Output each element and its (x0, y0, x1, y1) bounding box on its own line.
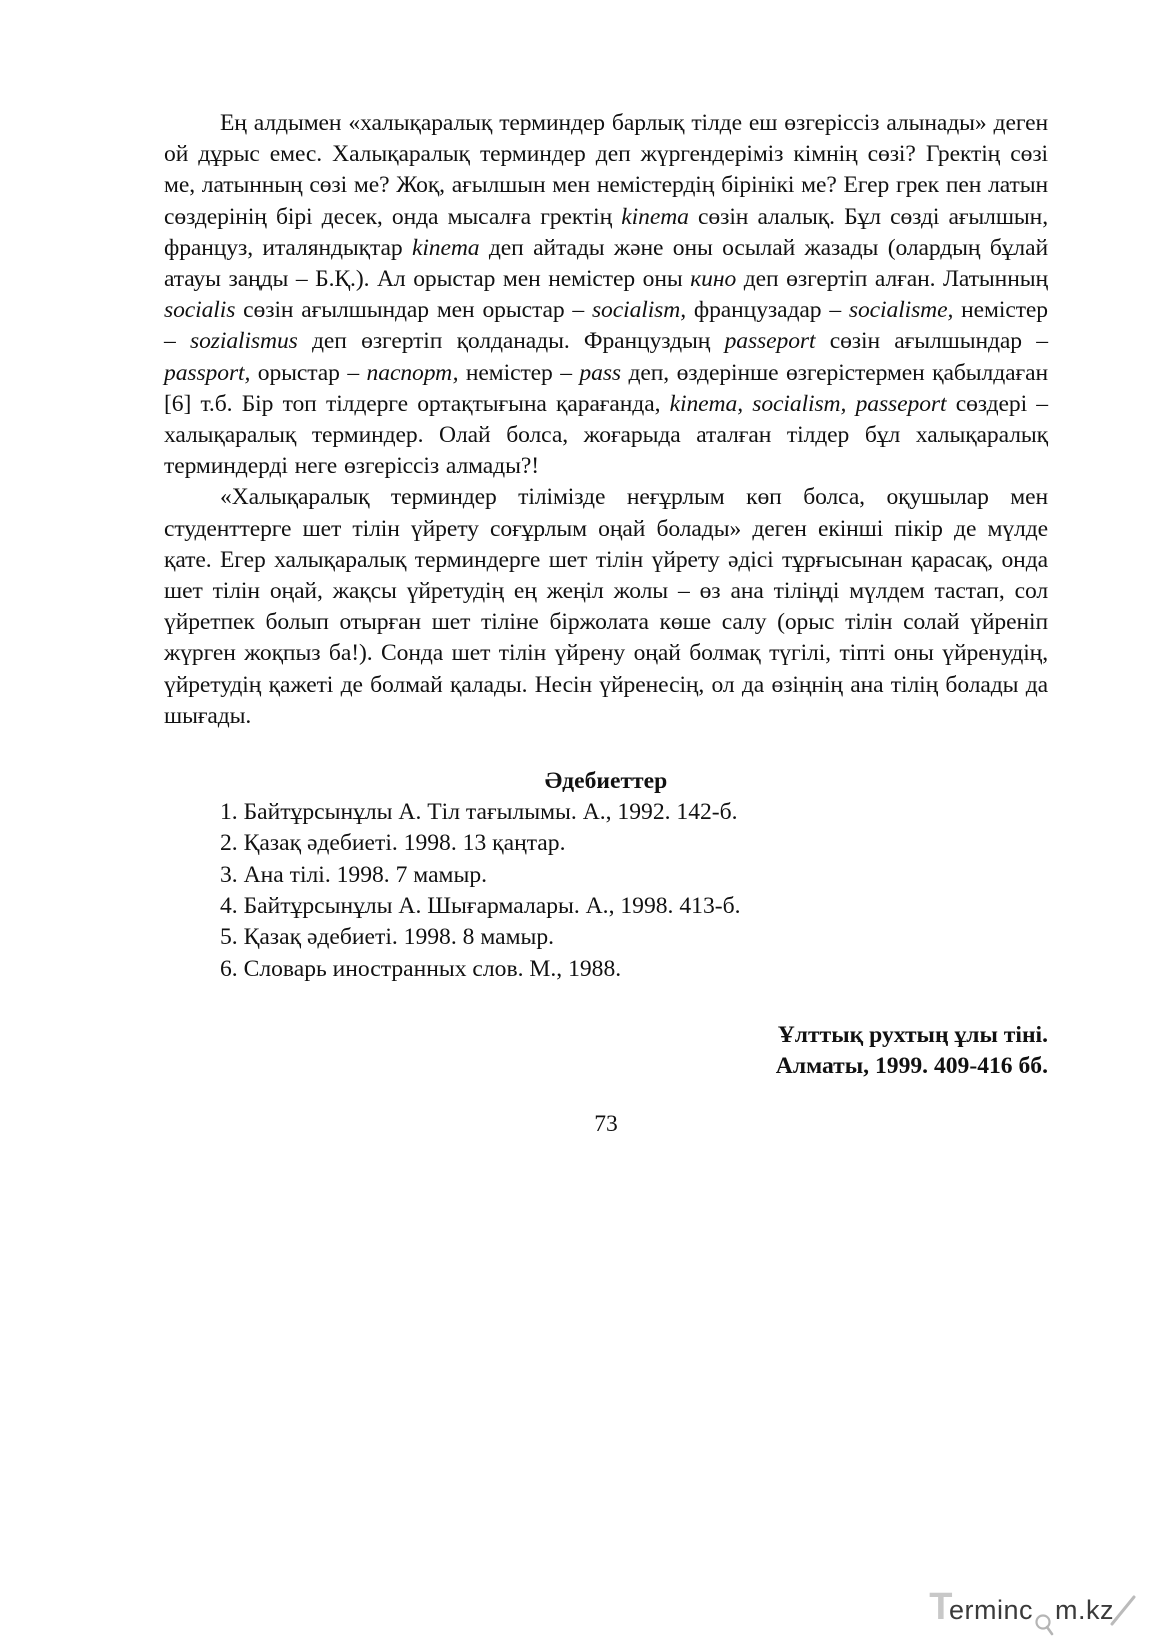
reference-item: 6. Словарь иностранных слов. М., 1988. (220, 955, 622, 982)
references-list (164, 797, 1048, 985)
italic-term: socialisme, (848, 297, 954, 324)
source-publication: Алматы, 1999. 409-416 бб. (775, 1052, 1048, 1079)
reference-item: 4. Байтұрсынұлы А. Шығармалары. А., 1998. 413-б. (220, 892, 741, 919)
paragraph-1 (164, 108, 1048, 482)
paragraph-1-text: деп өзгертіп қолданады. Француздың (297, 328, 725, 355)
watermark-letter-t: T (929, 1586, 953, 1628)
reference-item: 5. Қазақ әдебиеті. 1998. 8 мамыр. (220, 924, 555, 951)
paragraph-1-text: орыстар – (250, 359, 367, 386)
reference-item: 3. Ана тілі. 1998. 7 мамыр. (220, 861, 488, 888)
paragraph-1-text: немістер – (164, 297, 1048, 355)
source-title: Ұлттық рухтың ұлы тіні. (777, 1021, 1048, 1048)
paragraph-1-text: сөзін ағылшындар – (815, 328, 1048, 355)
page-content (164, 108, 1048, 1140)
paragraph-1-text: сөздері – халықаралық терминдер. Олай болса, жоғарыда аталған тілдер бұл халықаралық терминдерді неге өзгеріссіз алмады?! (164, 390, 1049, 480)
italic-term: kinema (621, 203, 689, 230)
watermark-letter-c: c (1019, 1595, 1033, 1625)
italic-term: passeport (724, 328, 816, 355)
italic-term: pass (579, 359, 621, 386)
reference-item: 2. Қазақ әдебиеті. 1998. 13 қаңтар. (220, 830, 566, 857)
site-watermark-logo (929, 1583, 1138, 1627)
italic-term: sozialismus (190, 328, 298, 355)
paragraph-1-text: деп айтады және оны осылай жазады (олардың бұлай атауы заңды – Б.Қ.). Ал орыстар мен немістер оны (164, 234, 1049, 293)
italic-term: kinema (411, 234, 480, 261)
italic-term: socialism, (591, 297, 687, 324)
italic-term: passport, (164, 359, 251, 386)
paragraph-1-text: деп өзгертіп алған. Латынның (736, 266, 1048, 293)
paragraph-1-text: деп, өздерінше өзгерістермен қабылдаған [6] т.б. Бір топ тілдерге ортақтығына қарағанда, (164, 359, 1048, 417)
watermark-swoosh-icon (1110, 1593, 1138, 1627)
reference-item: 1. Байтұрсынұлы А. Тіл тағылымы. А., 1992. 142-б. (220, 799, 738, 826)
magnifier-icon (1034, 1607, 1054, 1627)
watermark-domain: m.kz (1055, 1595, 1114, 1625)
paragraph-1-text: немістер – (458, 359, 580, 386)
paragraph-1-text: сөзін алалық. Бұл сөзді ағылшын, француз, италяндықтар (164, 203, 1048, 261)
italic-term: kinema, socialism, passeport (669, 390, 947, 417)
italic-term: кино (690, 266, 737, 293)
paragraph-1-text: Ең алдымен «халықаралық терминдер барлық тілде еш өзгеріссіз алынады» деген ой дұрыс емес. Халықаралық терминдер деп жүргендеріміз кімнің сөзі? Гректің сөзі ме, латынның сөзі ме? Жоқ, ағылшын мен немістердің бірінікі ме? Егер грек пен латын сөздерінің бірі десек, онда мысалға гректің (164, 110, 1048, 230)
paragraph-1-text: французадар – (686, 297, 849, 324)
paragraph-1-text: сөзін ағылшындар мен орыстар – (235, 297, 592, 324)
paragraph-2: «Халықаралық терминдер тілімізде неғұрлым көп болса, оқушылар мен студенттерге шет тілін үйрету соғұрлым оңай болады» деген екінші пікір де мүлде қате. Егер халықаралық терминдерге шет тілін үйрету әдісі тұрғысынан қарасақ, онда шет тілін оңай, жақсы үйретудің ең жеңіл жолы – өз ана тіліңді мүлдем тастап, сол үйретпек болып отырған шет тіліне біржолата көше салу (орыс тілін солай үйреніп жүрген жоқпыз ба!). Сонда шет тілін үйрену оңай болмақ түгілі, тіпті оны үйренудің, үйретудің қажеті де болмай қалады. Несін үйренесің, ол да өзіңнің ана тілің болады да шығады. (164, 484, 1048, 729)
watermark-text: ermin (948, 1595, 1019, 1625)
italic-term: паспорт, (366, 359, 459, 386)
source-citation (164, 1020, 1048, 1082)
italic-term: socialis (164, 297, 236, 324)
page-number: 73 (594, 1110, 618, 1137)
references-title: Әдебиеттер (544, 768, 668, 795)
